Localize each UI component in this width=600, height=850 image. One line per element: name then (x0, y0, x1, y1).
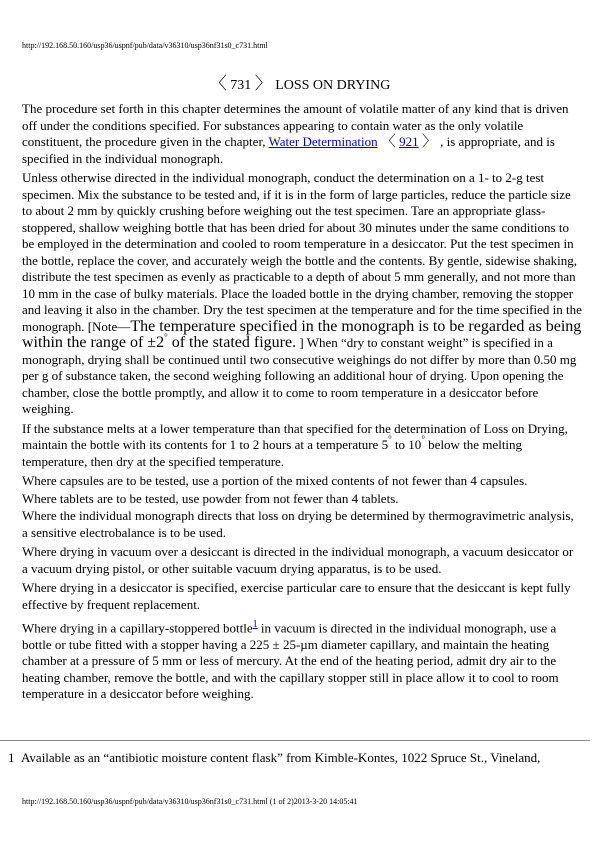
footnote-text: Available as an “antibiotic moisture content flask” from Kimble-Kontes, 1022 Spruce St., Vineland, (21, 750, 541, 765)
title-angle-close: 〉 (254, 74, 272, 93)
paragraph-vacuum: Where drying in vacuum over a desiccant is directed in the individual monograph, a vacuum desiccator or a vacuum drying pistol, or other suitable vacuum drying apparatus, is to be used. (22, 544, 574, 576)
page-title (0, 75, 600, 95)
paragraph-desiccator: Where drying in a desiccator is specified, exercise particular care to ensure that the desiccant is kept fully effective by frequent replacement. (22, 580, 571, 612)
chapter-title: LOSS ON DRYING (275, 78, 391, 93)
paragraph-procedure: Unless otherwise directed in the individual monograph, conduct the determination on a 1- to 2-g test specimen. Mix the substance to be tested and, if it is in the form of large particles, reduce the particle size to about 2 mm by quickly crushing before weighing out the test specimen. Tare an appropriate glass-stoppered, shallow weighing bottle that has been dried for about 30 minutes under the same conditions to be employed in the determination and cooled to room temperature in a desiccator. Put the test specimen in the bottle, replace the cover, and accurately weigh the bottle and the contents. By gentle, sidewise shaking, distribute the test specimen as evenly as practicable to a depth of about 5 mm generally, and not more than 10 mm in the case of bulky materials. Place the loaded bottle in the drying chamber, removing the stopper and leaving it also in the chamber. Dry the test specimen at the temperature and for the time specified in the monograph. [Note—The temperature specified in the monograph is to be regarded as being within the range of ±2° of the stated figure. ] When “dry to constant weight” is specified in a monograph, drying shall be continued until two consecutive weighings do not differ by more than 0.50 mg per g of substance taken, the second weighing following an additional hour of drying. Upon opening the chamber, close the bottle promptly, and allow it to come to room temperature in a desiccator before weighing. (22, 170, 582, 416)
paragraph-capillary: Where drying in a capillary-stoppered bottle$^1$ in vacuum is directed in the individual monograph, use a bottle or tube fitted with a stopper having a 225 ± 25-µm diameter capillary, and maintain the heating chamber at a pressure of 5 mm or less of mercury. At the end of the heating period, admit dry air to the heating chamber, remove the bottle, and with the capillary stopper still in place allow it to cool to room temperature in a desiccator before weighing. (22, 619, 559, 702)
temperature-note: The temperature specified in the monograph is to be regarded as being within the range of ±2° of the stated figure. (22, 317, 582, 351)
paragraph-capsules: Where capsules are to be tested, use a portion of the mixed contents of not fewer than 4 capsules. (22, 473, 528, 488)
link-angle-close: 〉 (421, 134, 437, 150)
footnote-number: 1 (8, 750, 15, 765)
paragraph-thermogravimetric: Where the individual monograph directs that loss on drying be determined by thermogravimetric analysis, a sensitive electrobalance is to be used. (22, 508, 574, 540)
footnote-divider (0, 740, 590, 741)
chapter-921-link[interactable]: 921 (399, 134, 419, 149)
paragraph-melting: If the substance melts at a lower temperature than that specified for the determination of Loss on Drying, maintain the bottle with its contents for 1 to 2 hours at a temperature 5° to 10° below the melting temperature, then dry at the specified temperature. (22, 420, 568, 469)
page-url-header: http://192.168.50.160/usp36/uspnf/pub/data/v36310/usp36nf31s0_c731.html (22, 41, 268, 50)
paragraph-intro: The procedure set forth in this chapter determines the amount of volatile matter of any kind that is driven off under the conditions specified. For substances appearing to contain water as the only volatile constituent, the procedure given in the chapter, Water Determination 〈 921 〉 , is appropriate, and is specified in the individual monograph. (22, 101, 569, 166)
footnote (8, 750, 540, 766)
paragraph-tablets: Where tablets are to be tested, use powder from not fewer than 4 tablets. (22, 490, 399, 506)
water-determination-link[interactable]: Water Determination (268, 134, 378, 149)
page-url-footer: http://192.168.50.160/usp36/uspnf/pub/data/v36310/usp36nf31s0_c731.html (1 of 2)2013-3-20 14:05:41 (22, 797, 358, 806)
chapter-number: 731 (230, 78, 252, 93)
title-angle-open: 〈 (209, 74, 227, 93)
footnote-ref-link[interactable]: 1 (252, 619, 258, 630)
chapter-body (22, 101, 582, 706)
link-angle-open: 〈 (380, 134, 396, 150)
